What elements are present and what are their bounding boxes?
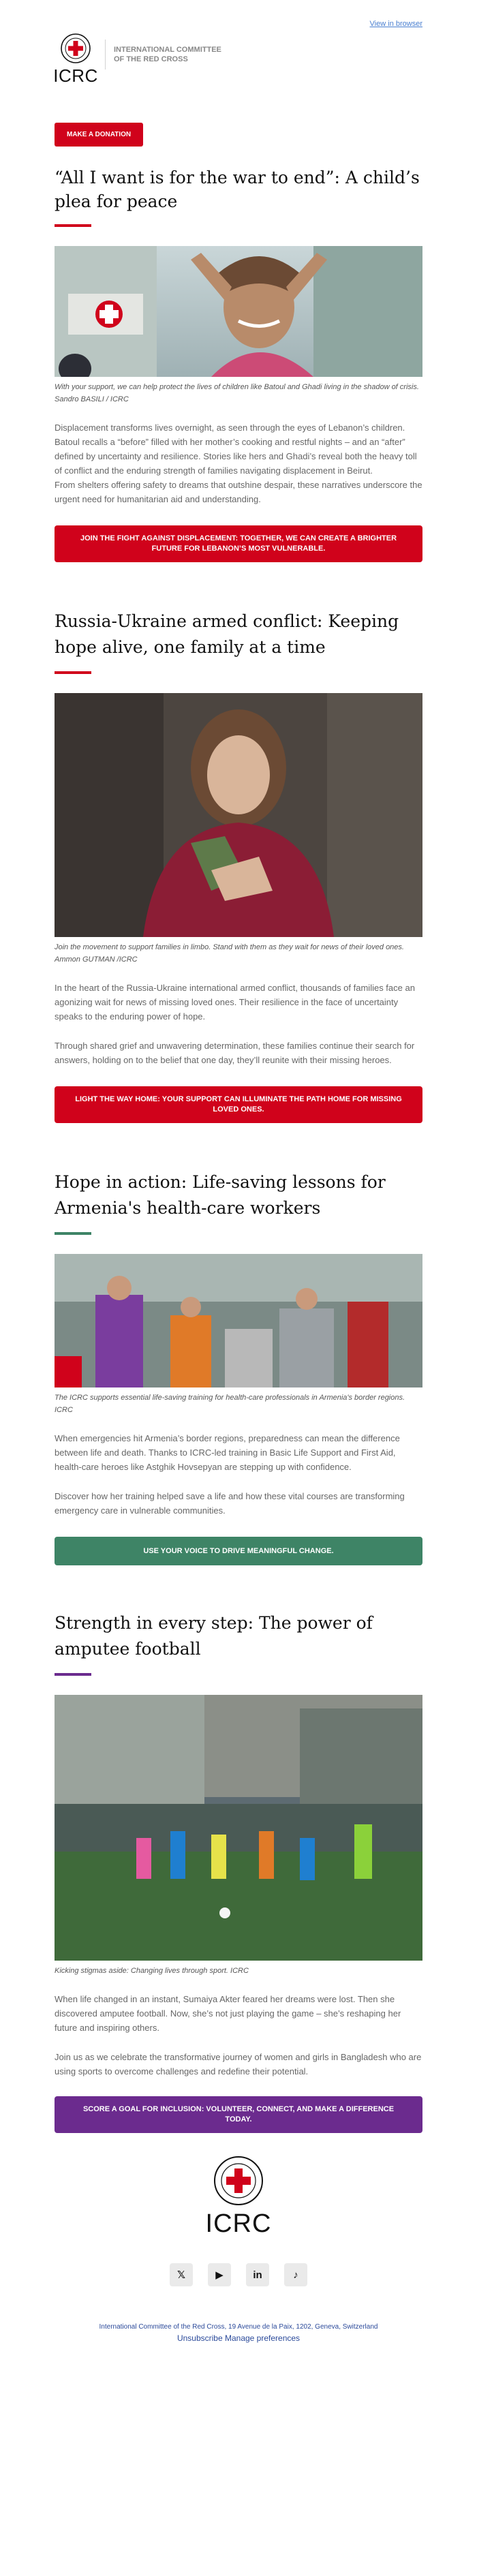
story-photo-football[interactable] (55, 1695, 422, 1961)
make-donation-button[interactable]: MAKE A DONATION (55, 123, 143, 147)
org-name (105, 40, 221, 70)
story-armenia (55, 1169, 422, 1565)
cta-button-displacement[interactable]: JOIN THE FIGHT AGAINST DISPLACEMENT: TOGETHER, WE CAN CREATE A BRIGHTER FUTURE FOR LEBANON’S MOST VULNERABLE. (55, 525, 422, 562)
story-photo-children[interactable] (55, 246, 422, 377)
photo-caption: The ICRC supports essential life-saving training for health-care professionals in Armenia's border regions. ICRC (55, 1394, 405, 1414)
footer-logo[interactable] (55, 2155, 422, 2239)
story-title[interactable]: Strength in every step: The power of amputee football (55, 1613, 373, 1659)
photo-caption: With your support, we can help protect the lives of children like Batoul and Ghadi living in the shadow of crisis. Sandro BASILI / ICRC (55, 383, 419, 403)
youtube-icon[interactable]: ▶ (208, 2263, 231, 2286)
cta-button-inclusion[interactable]: SCORE A GOAL FOR INCLUSION: VOLUNTEER, CONNECT, AND MAKE A DIFFERENCE TODAY. (55, 2096, 422, 2133)
story-paragraph: Through shared grief and unwavering determination, these families continue their search for answers, holding on to the belief that one day, they’ll reunite with their missing heroes. (55, 1041, 415, 1065)
top-bar (55, 0, 422, 33)
story-paragraph: Displacement transforms lives overnight, as seen through the eyes of Lebanon’s children. Batoul recalls a “before” filled with her mother’s cooking and restful nights – and an “after” defined by uncertainty and resilience. Stories like hers and Ghadi’s reveal both the heavy toll of conflict and the enduring strength of families navigating displacement in Beirut. (55, 423, 417, 476)
org-name-line2: OF THE RED CROSS (114, 55, 188, 63)
view-in-browser-link[interactable]: View in browser (369, 20, 422, 28)
title-accent-bar (55, 1232, 91, 1235)
story-paragraph: When life changed in an instant, Sumaiya Akter feared her dreams were lost. Then she discovered amputee football. Now, she’s not just playing the game – she’s reshaping her future and inspiring others. (55, 1994, 401, 2033)
linkedin-icon[interactable]: in (246, 2263, 269, 2286)
org-name-line1: INTERNATIONAL COMMITTEE (114, 46, 221, 54)
story-paragraph: From shelters offering safety to dreams that outshine despair, these narratives underscore the urgent need for humanitarian aid and understanding. (55, 480, 422, 504)
title-accent-bar (55, 224, 91, 227)
logo-wordmark: ICRC (53, 65, 98, 86)
social-links (55, 2263, 422, 2286)
story-photo-girl[interactable] (55, 693, 422, 937)
story-paragraph: When emergencies hit Armenia’s border regions, preparedness can mean the difference between life and death. Thanks to ICRC-led training in Basic Life Support and First Aid, health-care heroes like Astghik Hovsepyan are stepping up with confidence. (55, 1433, 400, 1472)
story-paragraph: In the heart of the Russia-Ukraine international armed conflict, thousands of families face an agonizing wait for news of missing loved ones. Their resilience in the face of uncertainty speaks to the enduring power of hope. (55, 983, 415, 1022)
photo-caption: Kicking stigmas aside: Changing lives through sport. ICRC (55, 1967, 249, 1975)
icrc-emblem-icon (60, 33, 91, 64)
cta-button-voice[interactable]: USE YOUR VOICE TO DRIVE MEANINGFUL CHANGE. (55, 1537, 422, 1565)
manage-preferences-link[interactable]: Manage preferences (224, 2333, 301, 2343)
story-title[interactable]: Russia-Ukraine armed conflict: Keeping hope alive, one family at a time (55, 611, 399, 657)
story-lebanon (55, 166, 422, 562)
story-paragraph: Discover how her training helped save a life and how these vital courses are transforming emergency care in vulnerable communities. (55, 1491, 405, 1516)
icrc-logo[interactable] (55, 33, 97, 89)
footer-links (55, 2333, 422, 2343)
email-container (55, 0, 422, 2343)
header (55, 33, 422, 101)
story-amputee-football (55, 1610, 422, 2133)
footer-wordmark: ICRC (205, 2209, 272, 2238)
story-russia-ukraine (55, 609, 422, 1123)
tiktok-icon[interactable]: ♪ (284, 2263, 307, 2286)
footer (55, 2155, 422, 2343)
footer-address: International Committee of the Red Cross, 19 Avenue de la Paix, 1202, Geneva, Switzerland (99, 2323, 378, 2331)
story-photo-training[interactable] (55, 1254, 422, 1387)
story-title[interactable]: Hope in action: Life-saving lessons for Armenia's health-care workers (55, 1172, 386, 1218)
title-accent-bar (55, 1673, 91, 1676)
photo-caption: Join the movement to support families in limbo. Stand with them as they wait for news of their loved ones. Ammon GUTMAN /ICRC (55, 943, 404, 964)
story-title[interactable]: “All I want is for the war to end”: A child’s plea for peace (55, 168, 420, 211)
x-icon[interactable]: 𝕏 (170, 2263, 193, 2286)
icrc-seal-icon (213, 2155, 264, 2207)
cta-button-missing[interactable]: LIGHT THE WAY HOME: YOUR SUPPORT CAN ILLUMINATE THE PATH HOME FOR MISSING LOVED ONES. (55, 1086, 422, 1123)
unsubscribe-link[interactable]: Unsubscribe (176, 2333, 223, 2343)
story-paragraph: Join us as we celebrate the transformative journey of women and girls in Bangladesh who are using sports to overcome challenges and redefine their potential. (55, 2052, 422, 2076)
title-accent-bar (55, 671, 91, 674)
